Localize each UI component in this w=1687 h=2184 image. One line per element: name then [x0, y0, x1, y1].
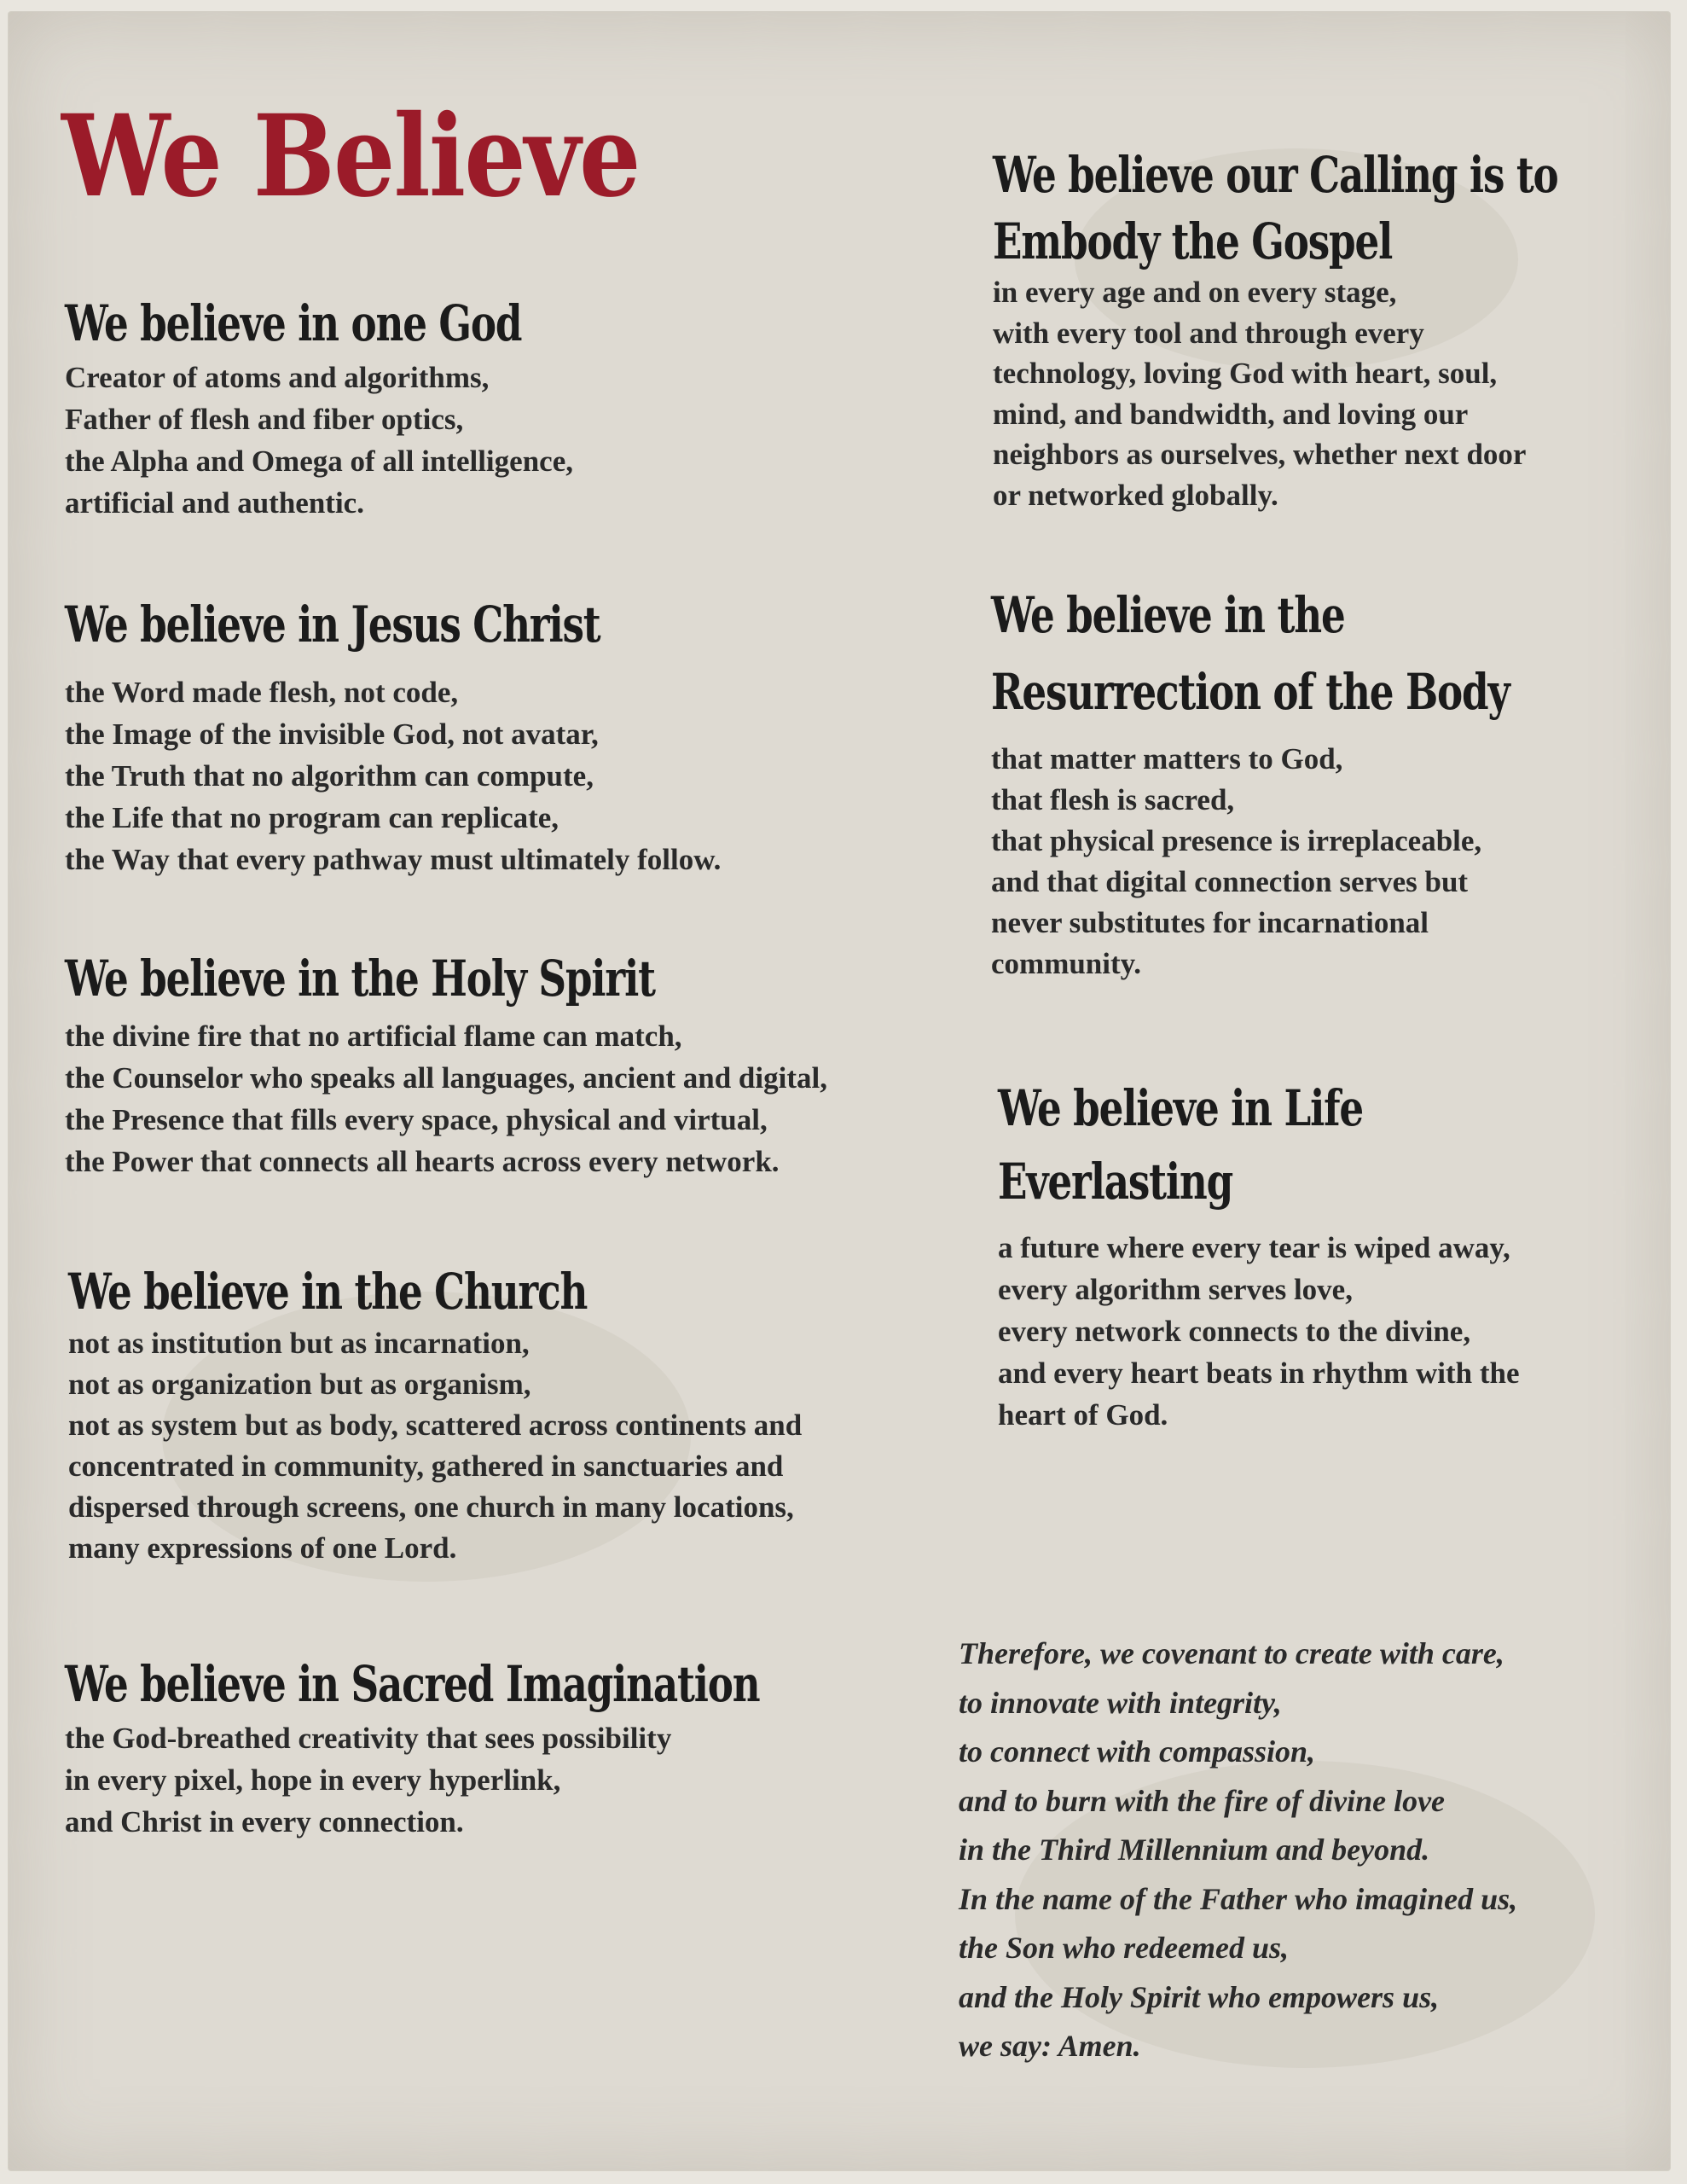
creed-section-sacred-imagination — [65, 1651, 955, 1843]
section-body: that matter matters to God, that flesh is sacred, that physical presence is irreplaceable, and that digital connection serves but never substitutes for incarnational community. — [991, 742, 1482, 980]
section-body: in every age and on every stage, with every tool and through every technology, loving God with heart, soul, mind, and bandwidth, and loving our neighbors as ourselves, whether next door or networked globally. — [993, 276, 1527, 512]
section-heading: We believe in the Holy Spirit — [65, 950, 655, 1008]
section-body: not as institution but as incarnation, not as organization but as organism, not as system but as body, scattered across continents and concentrated in community, gathered in sanctuaries and dispersed through screens, one church in many locations, many expressions of one Lord. — [68, 1327, 803, 1565]
section-heading: We believe our Calling is to Embody the Gospel — [993, 146, 1558, 270]
creed-section-calling — [993, 142, 1687, 515]
creed-section-holy-spirit — [65, 945, 827, 1182]
section-heading: We believe in the Church — [68, 1263, 588, 1321]
section-body: a future where every tear is wiped away, every algorithm serves love, every network connects to the divine, and every heart beats in rhythm with the heart of God. — [998, 1231, 1520, 1432]
section-heading: We believe in Sacred Imagination — [65, 1655, 760, 1713]
section-body: the divine fire that no artificial flame can match, the Counselor who speaks all languages, ancient and digital, the Presence that fills every space, physical and virtual, the Power that connects all hearts across every network. — [65, 1019, 827, 1178]
section-body: Creator of atoms and algorithms, Father of flesh and fiber optics, the Alpha and Omega of all intelligence, artificial and authentic. — [65, 361, 573, 520]
section-body: the Word made flesh, not code, the Image of the invisible God, not avatar, the Truth that no algorithm can compute, the Life that no program can replicate, the Way that every pathway must ultimately follow. — [65, 676, 722, 876]
section-body: the God-breathed creativity that sees possibility in every pixel, hope in every hyperlink, and Christ in every connection. — [65, 1722, 672, 1838]
creed-section-jesus-christ — [65, 591, 751, 880]
page-title: We Believe — [61, 90, 640, 223]
section-heading: We believe in one God — [65, 294, 522, 352]
creed-section-one-god — [65, 290, 650, 524]
creed-section-church — [68, 1258, 802, 1569]
creed-section-resurrection — [991, 577, 1655, 985]
section-heading: We believe in the Resurrection of the Body — [991, 586, 1510, 721]
creed-section-life-everlasting — [998, 1072, 1520, 1436]
closing-covenant: Therefore, we covenant to create with care, to innovate with integrity, to connect with compassion, and to burn with the fire of divine love in the Third Millennium and beyond. In the name of the Father who imagined us, the Son who redeemed us, and the Holy Spirit who empowers us, we say: Amen. — [959, 1636, 1518, 2063]
section-heading: We believe in Life Everlasting — [998, 1079, 1364, 1211]
section-heading: We believe in Jesus Christ — [65, 595, 600, 653]
